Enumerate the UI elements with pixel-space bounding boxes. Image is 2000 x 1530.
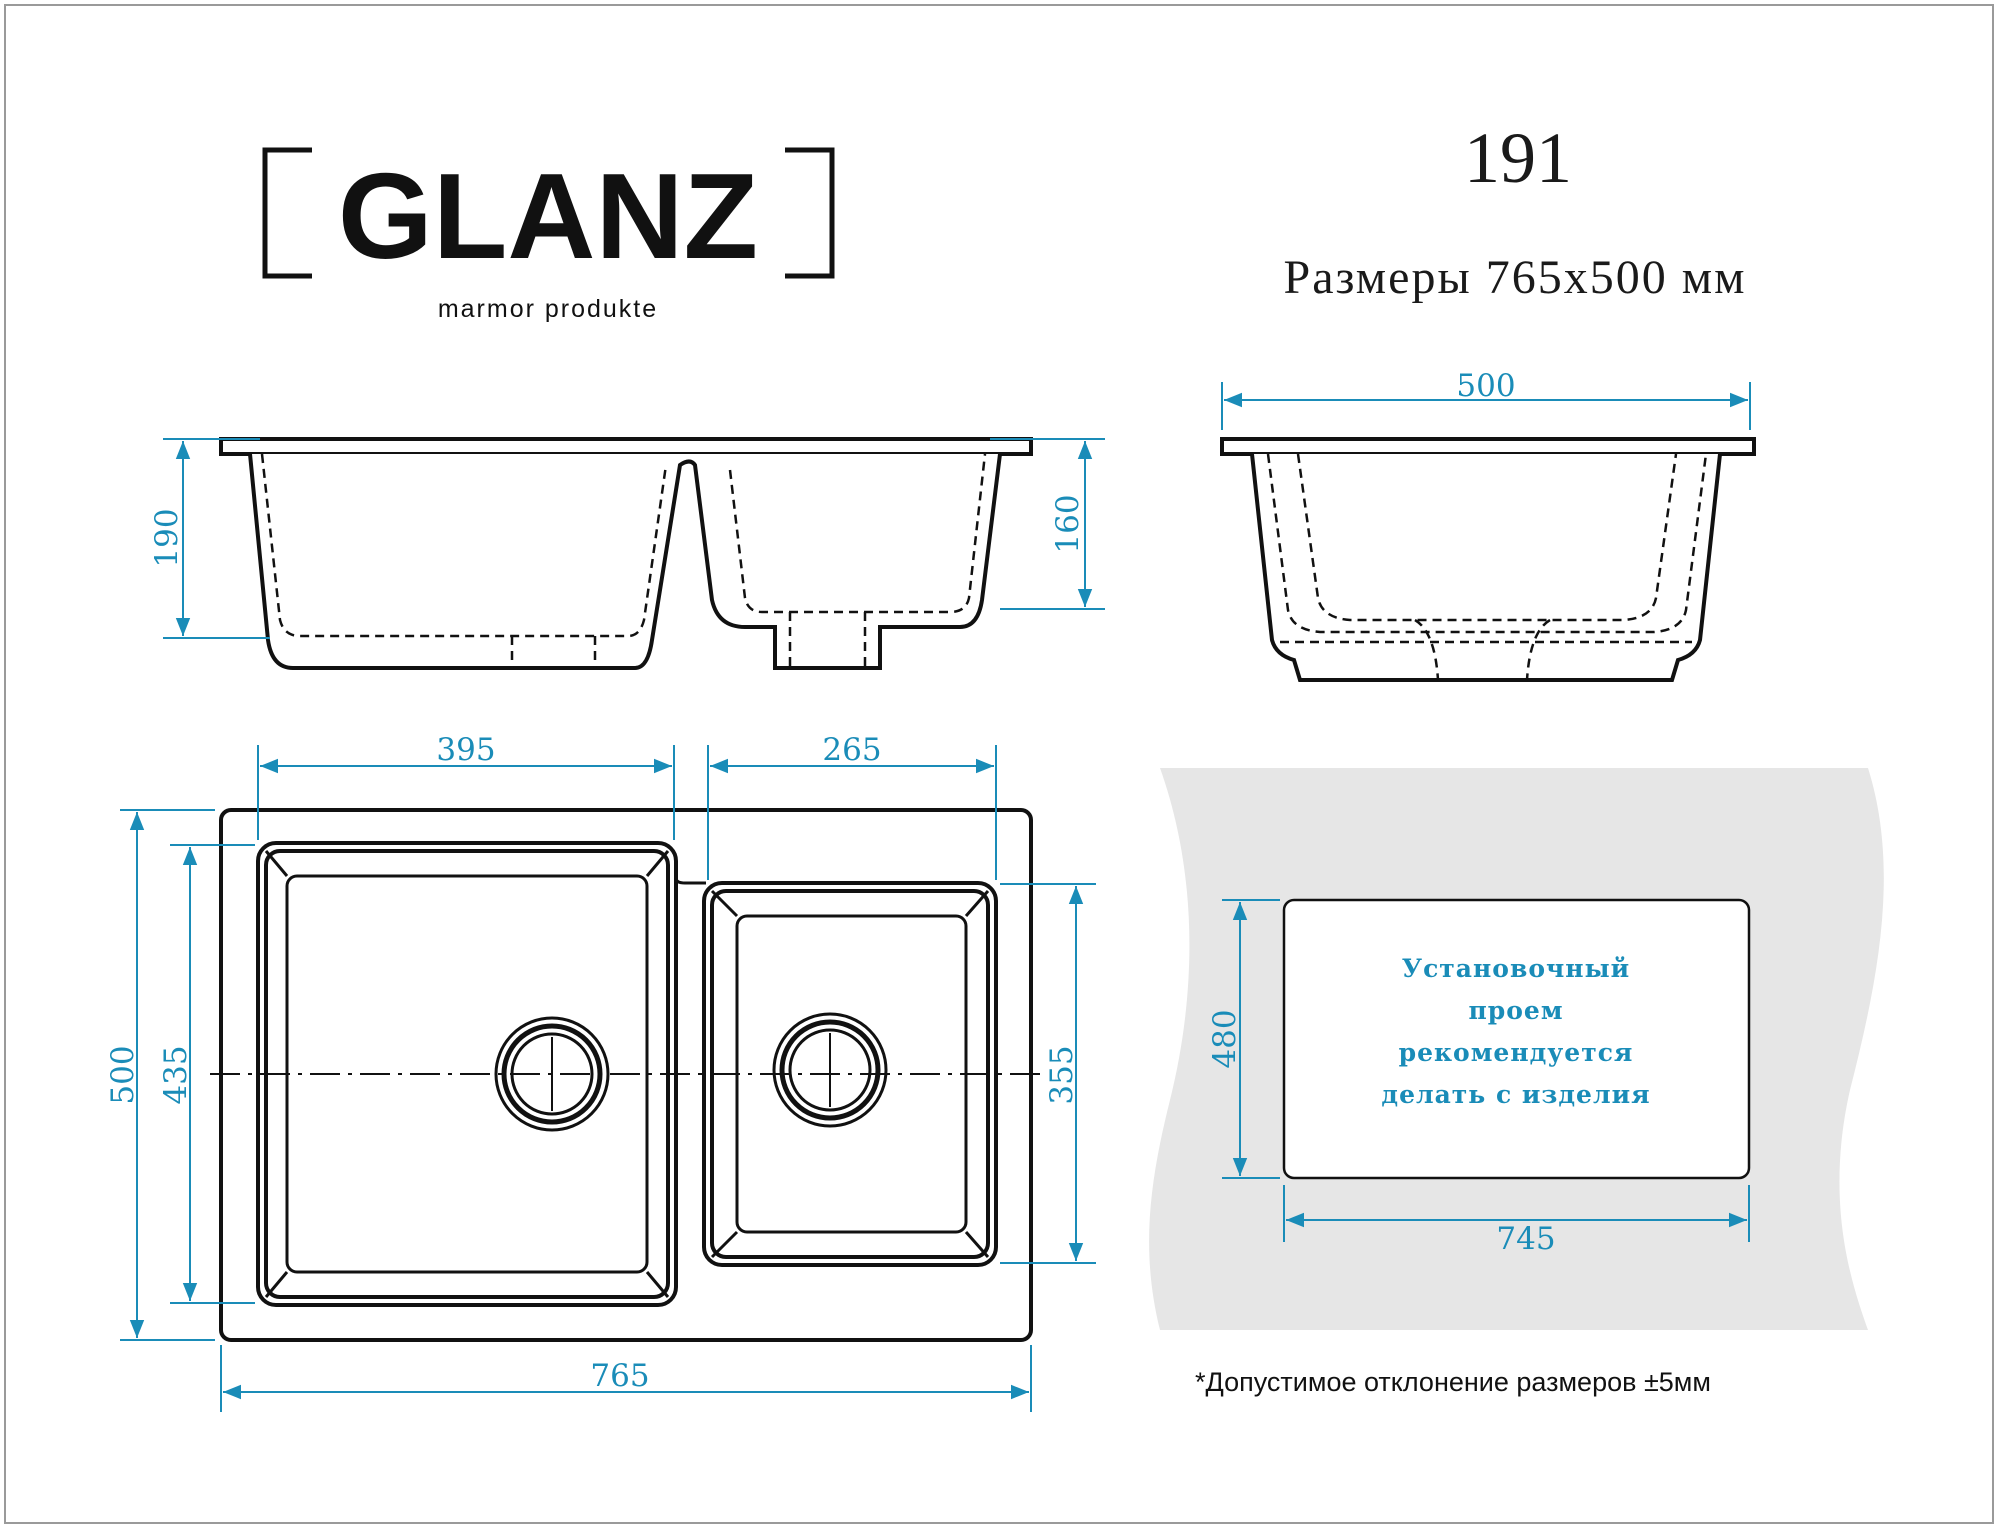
cutout-text-line: проем xyxy=(1468,996,1564,1025)
cutout-text-line: делать с изделия xyxy=(1381,1080,1651,1109)
cutout-text-line: рекомендуется xyxy=(1398,1038,1634,1067)
dim-bowl-large-width: 395 xyxy=(436,732,496,768)
dim-cutout-width: 745 xyxy=(1496,1221,1556,1257)
dimensions-title: Размеры 765х500 мм xyxy=(1283,251,1747,304)
brand-logo xyxy=(265,148,832,323)
dim-overall-depth: 500 xyxy=(105,1045,141,1105)
tolerance-note: *Допустимое отклонение размеров ±5мм xyxy=(1195,1367,1711,1397)
cutout-text-line: Установочный xyxy=(1401,954,1631,983)
dim-width-short: 500 xyxy=(1456,368,1516,404)
dim-height-overall: 190 xyxy=(149,508,185,568)
dim-height-bowl: 160 xyxy=(1050,494,1086,554)
side-view-long xyxy=(221,439,1031,668)
dim-bowl-small-depth: 355 xyxy=(1044,1045,1080,1105)
dim-overall-width: 765 xyxy=(590,1358,650,1394)
dim-bowl-small-width: 265 xyxy=(822,732,882,768)
dim-cutout-height: 480 xyxy=(1207,1009,1243,1069)
brand-tagline: marmor produkte xyxy=(437,295,659,323)
model-number: 191 xyxy=(1464,118,1572,198)
brand-name: GLANZ xyxy=(337,148,759,284)
side-view-short xyxy=(1222,439,1754,680)
dim-bowl-large-depth: 435 xyxy=(158,1045,194,1105)
top-view xyxy=(210,810,1045,1340)
